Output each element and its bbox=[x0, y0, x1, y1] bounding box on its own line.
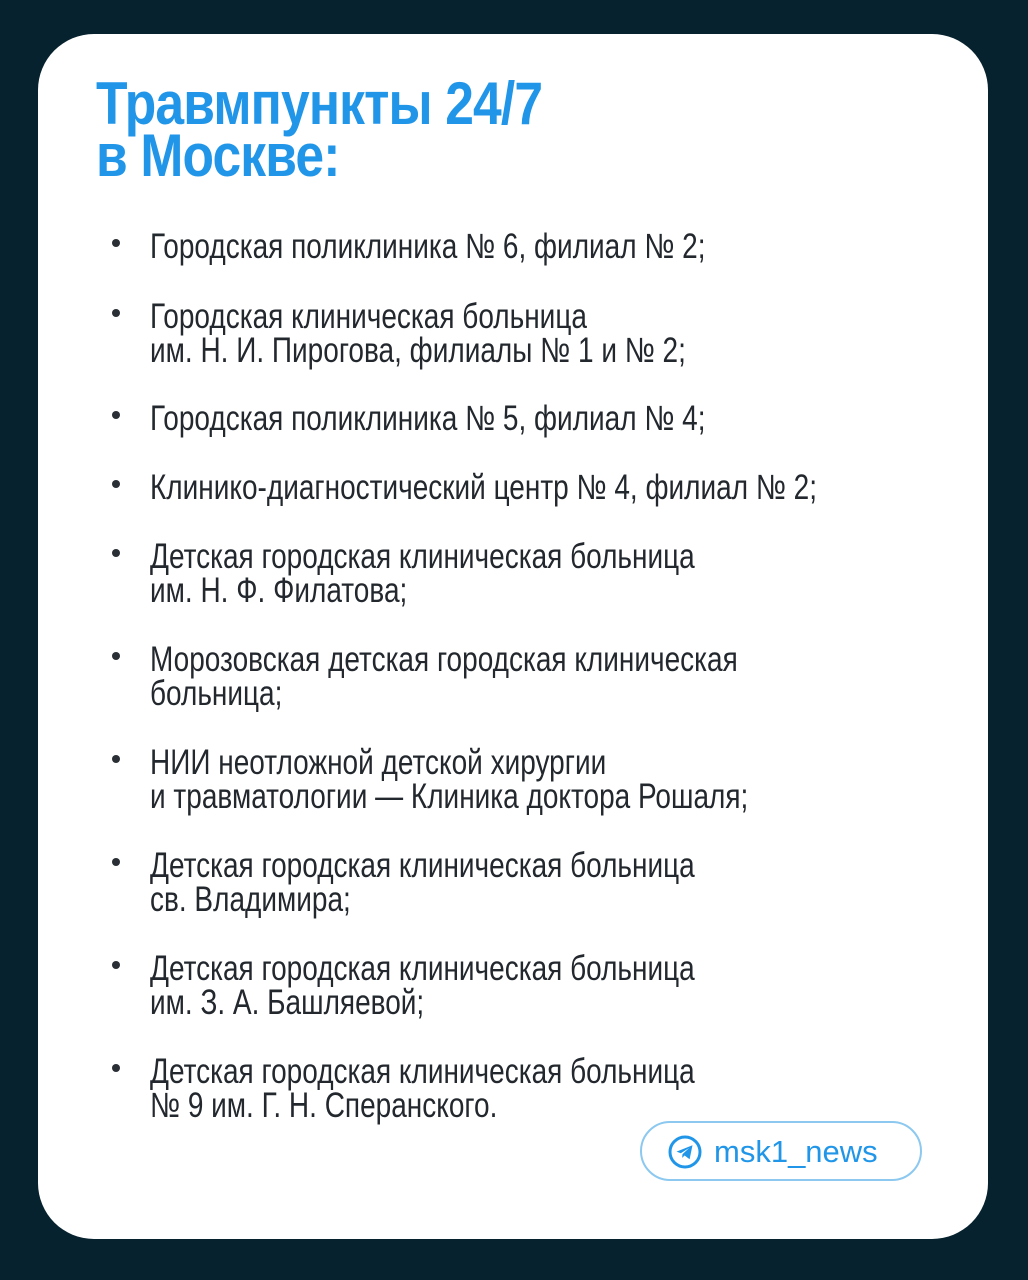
list-item-line-2: им. Н. Ф. Филатова; bbox=[150, 571, 408, 610]
list-item-line-2: им. Н. И. Пирогова, филиалы № 1 и № 2; bbox=[150, 331, 686, 370]
list-item-line-1: Детская городская клиническая больница bbox=[150, 537, 695, 576]
bullet-icon bbox=[112, 755, 120, 763]
page-title bbox=[96, 70, 543, 189]
list-item-text bbox=[150, 297, 686, 370]
list-item-line-1: Детская городская клиническая больница bbox=[150, 1052, 695, 1091]
list-item-line-2: № 9 им. Г. Н. Сперанского. bbox=[150, 1086, 498, 1125]
list-item-text bbox=[150, 846, 695, 919]
list-item-text bbox=[150, 1052, 695, 1125]
telegram-channel-badge[interactable] bbox=[640, 1121, 922, 1181]
list-item-text bbox=[150, 537, 695, 610]
bullet-icon bbox=[112, 1064, 120, 1072]
list-item-line-1: Городская поликлиника № 5, филиал № 4; bbox=[150, 399, 706, 438]
title-line-1: Травмпункты 24/7 bbox=[96, 70, 543, 137]
channel-handle: msk1_news bbox=[714, 1134, 878, 1169]
list-item-text bbox=[150, 468, 817, 507]
bullet-icon bbox=[112, 961, 120, 969]
bullet-icon bbox=[112, 858, 120, 866]
list-item-line-1: Городская клиническая больница bbox=[150, 297, 587, 336]
list-item-line-1: Клинико-диагностический центр № 4, филиал № 2; bbox=[150, 468, 817, 507]
list-item-line-1: Детская городская клиническая больница bbox=[150, 846, 695, 885]
list-item-line-2: им. З. А. Башляевой; bbox=[150, 983, 425, 1022]
bullet-icon bbox=[112, 480, 120, 488]
list-item-text bbox=[150, 399, 706, 438]
bullet-icon bbox=[112, 411, 120, 419]
list-item-text bbox=[150, 227, 706, 266]
list-item-line-2: св. Владимира; bbox=[150, 880, 351, 919]
bullet-icon bbox=[112, 239, 120, 247]
list-item-text bbox=[150, 949, 695, 1022]
bullet-icon bbox=[112, 652, 120, 660]
list-item-line-1: Детская городская клиническая больница bbox=[150, 949, 695, 988]
telegram-icon bbox=[668, 1135, 702, 1169]
bullet-icon bbox=[112, 309, 120, 317]
list-item-text bbox=[150, 640, 738, 713]
list-item-line-1: Морозовская детская городская клиническая bbox=[150, 640, 738, 679]
list-item-line-1: НИИ неотложной детской хирургии bbox=[150, 743, 607, 782]
info-card bbox=[38, 34, 988, 1239]
list-item-text bbox=[150, 743, 749, 816]
bullet-icon bbox=[112, 549, 120, 557]
list-item-line-1: Городская поликлиника № 6, филиал № 2; bbox=[150, 227, 706, 266]
list-item-line-2: и травматологии — Клиника доктора Рошаля; bbox=[150, 777, 749, 816]
title-line-2: в Москве: bbox=[96, 122, 340, 189]
list-item-line-2: больница; bbox=[150, 674, 283, 713]
